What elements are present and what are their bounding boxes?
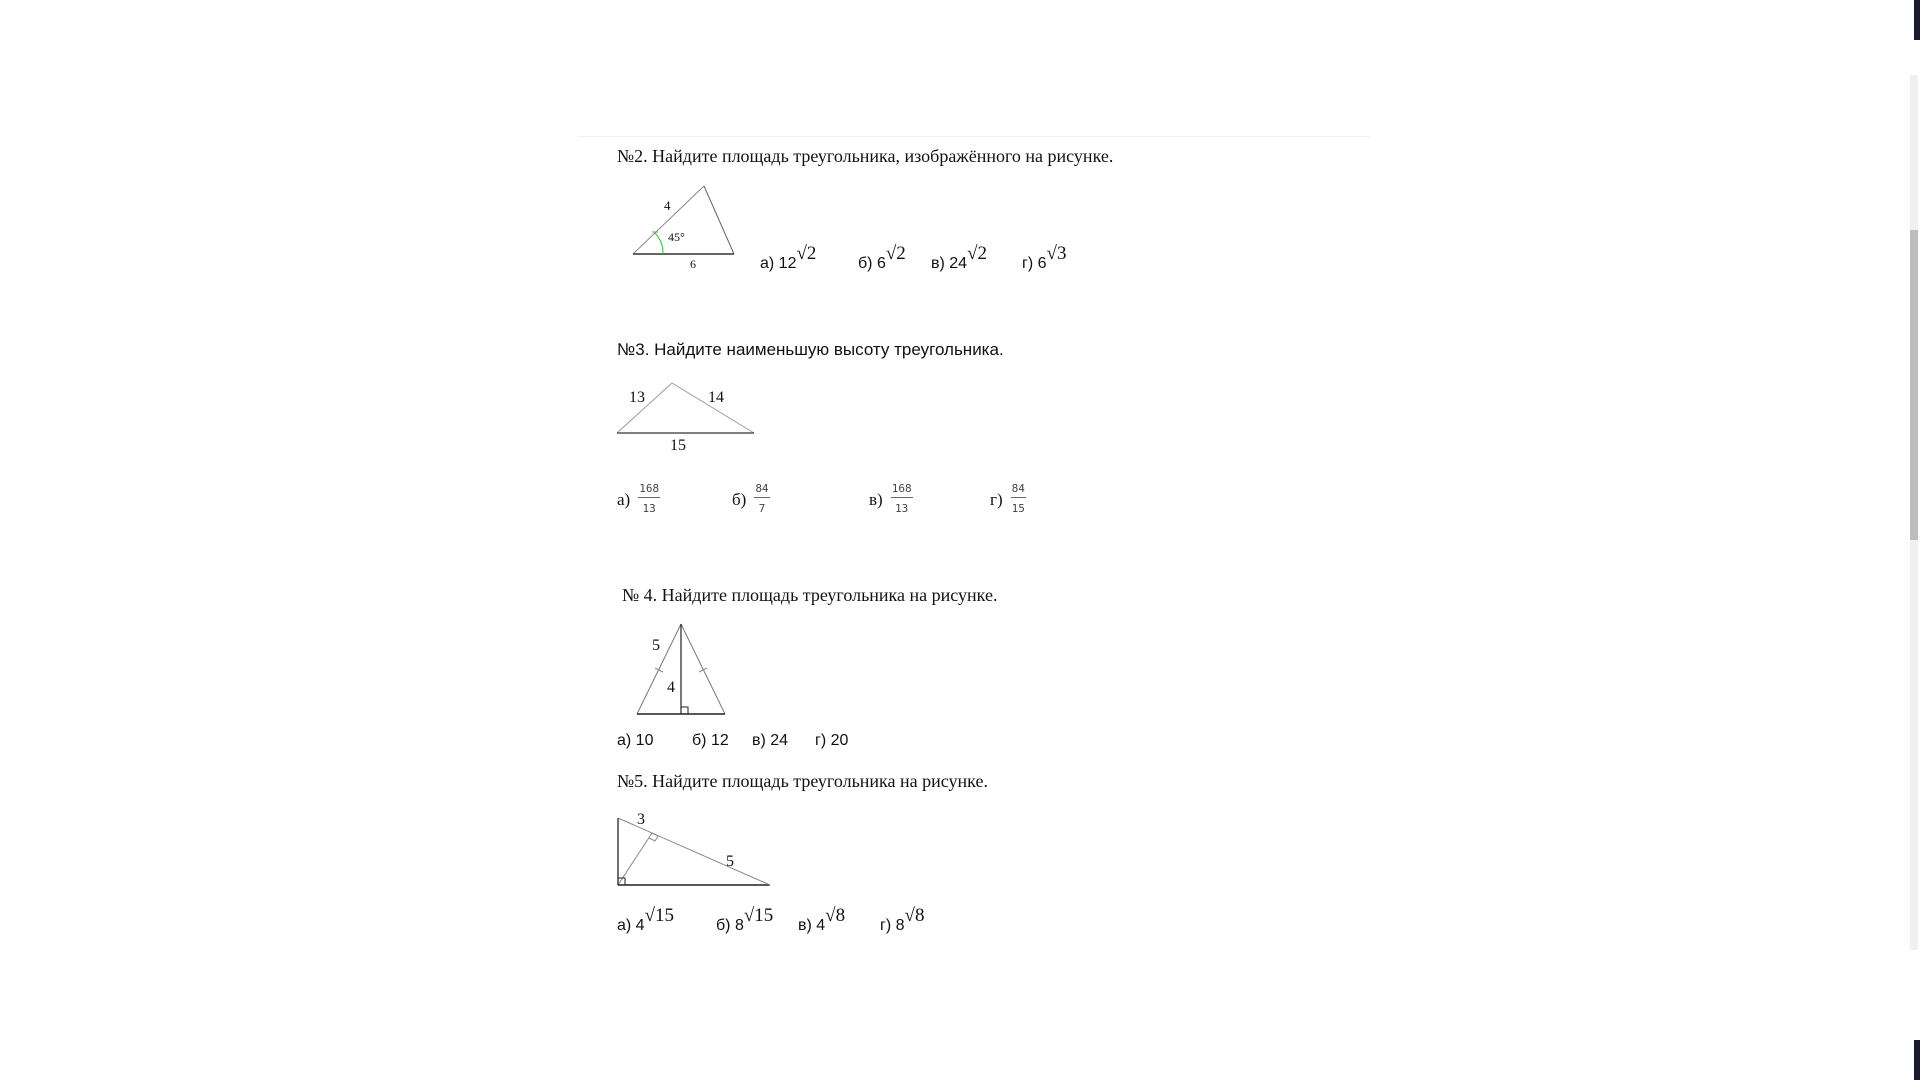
answer-option-d[interactable]: г) $\frac{84}{15}$ xyxy=(990,482,1025,515)
answer-option-d[interactable]: г) 8√8 xyxy=(880,905,925,934)
side-label: 14 xyxy=(708,389,724,406)
problem-4-triangle-figure xyxy=(630,618,740,718)
answer-option-c[interactable]: в) 24 xyxy=(752,732,789,749)
problem-5-title: №5. Найдите площадь треугольника на рисунке. xyxy=(617,771,988,791)
segment-label: 3 xyxy=(637,811,645,828)
height-label: 4 xyxy=(667,679,675,696)
answer-option-a[interactable]: а) 12√2 xyxy=(760,243,817,272)
side-label: 4 xyxy=(664,198,671,213)
answer-option-b[interactable]: б) 8√15 xyxy=(716,905,774,934)
segment-label: 5 xyxy=(726,853,734,870)
vertical-scrollbar-thumb[interactable] xyxy=(1910,230,1918,540)
problem-4-title: № 4. Найдите площадь треугольника на рисунке. xyxy=(622,585,998,605)
problem-2-triangle-figure xyxy=(620,180,750,270)
answer-option-d[interactable]: г) 6√3 xyxy=(1022,243,1067,272)
problem-5-triangle-figure xyxy=(612,805,777,895)
answer-option-b[interactable]: б) 12 xyxy=(692,732,729,749)
angle-arc-icon xyxy=(655,233,663,254)
answer-option-c[interactable]: в) 24√2 xyxy=(931,243,988,272)
side-label: 15 xyxy=(670,437,686,453)
side-label: 5 xyxy=(652,637,660,654)
window-corner-bottom xyxy=(1914,1040,1920,1080)
answer-option-d[interactable]: г) 20 xyxy=(815,732,849,749)
problem-3-title: №3. Найдите наименьшую высоту треугольника. xyxy=(617,340,1004,359)
problem-3-triangle-figure xyxy=(612,378,762,453)
window-corner-top xyxy=(1914,0,1920,40)
side-label: 6 xyxy=(690,257,696,270)
answer-option-c[interactable]: в) 4√8 xyxy=(798,905,846,934)
side-label: 13 xyxy=(629,389,645,406)
page-top-border xyxy=(578,136,1370,137)
answer-option-a[interactable]: а) 4√15 xyxy=(617,905,675,934)
answer-option-a[interactable]: а) 10 xyxy=(617,732,654,749)
angle-label: 45° xyxy=(668,230,685,244)
answer-option-c[interactable]: в) $\frac{168}{13}$ xyxy=(869,482,912,515)
problem-2-title: №2. Найдите площадь треугольника, изображённого на рисунке. xyxy=(617,146,1114,166)
answer-option-b[interactable]: б) 6√2 xyxy=(858,243,906,272)
answer-option-a[interactable]: а) $\frac{168}{13}$ xyxy=(617,482,660,515)
answer-option-b[interactable]: б) $\frac{84}{7}$ xyxy=(732,482,769,515)
